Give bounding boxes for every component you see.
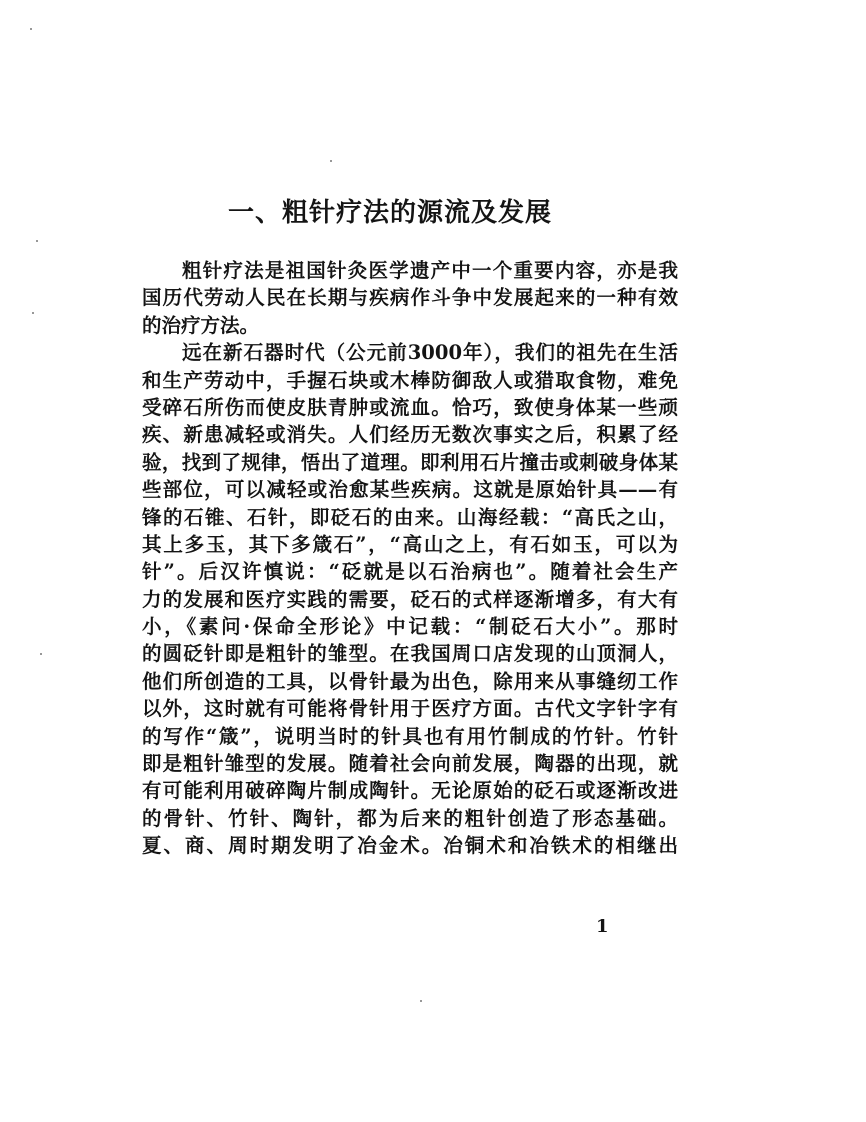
text-line: 夏、商、周时期发明了冶金术。冶铜术和冶铁术的相继出 — [142, 834, 678, 858]
text-line: 小，《素问·保命全形论》中记载：“制砭石大小”。那时 — [142, 615, 678, 639]
scan-speck — [36, 240, 38, 242]
text-line: 有可能利用破碎陶片制成陶针。无论原始的砭石或逐渐改进 — [142, 779, 678, 803]
text-line: 锋的石锥、石针，即砭石的由来。山海经载：“高氏之山， — [142, 505, 678, 529]
text-line: 验，找到了规律，悟出了道理。即利用石片撞击或刺破身体某 — [142, 450, 678, 474]
scan-speck — [32, 312, 34, 314]
text-line: 的骨针、竹针、陶针，都为后来的粗针创造了形态基础。 — [142, 806, 678, 830]
text-line: 的圆砭针即是粗针的雏型。在我国周口店发现的山顶洞人， — [142, 642, 678, 666]
text-line: 以外，这时就有可能将骨针用于医疗方面。古代文字针字有 — [142, 697, 678, 721]
page-number: 1 — [596, 916, 609, 937]
body-text — [142, 257, 678, 860]
text-line: 远在新石器时代（公元前3000年），我们的祖先在生活 — [182, 341, 678, 365]
text-line: 的写作“箴”，说明当时的针具也有用竹制成的竹针。竹针 — [142, 724, 678, 748]
scan-speck — [330, 160, 332, 162]
scan-speck — [420, 1000, 422, 1002]
text-line: 和生产劳动中，手握石块或木棒防御敌人或猎取食物，难免 — [142, 368, 678, 392]
text-line: 针”。后汉许慎说：“砭就是以石治病也”。随着社会生产 — [142, 560, 678, 584]
scan-speck — [30, 28, 32, 30]
text-line: 即是粗针雏型的发展。随着社会向前发展，陶器的出现，就 — [142, 752, 678, 776]
section-title: 一、粗针疗法的源流及发展 — [227, 198, 552, 228]
text-line: 些部位，可以减轻或治愈某些疾病。这就是原始针具——有 — [142, 478, 678, 502]
text-line: 疾、新患减轻或消失。人们经历无数次事实之后，积累了经 — [142, 423, 678, 447]
text-line: 受碎石所伤而使皮肤青肿或流血。恰巧，致使身体某一些顽 — [142, 395, 678, 419]
text-line: 粗针疗法是祖国针灸医学遗产中一个重要内容，亦是我 — [182, 259, 678, 282]
text-line: 他们所创造的工具，以骨针最为出色，除用来从事缝纫工作 — [142, 669, 678, 693]
text-line: 力的发展和医疗实践的需要，砭石的式样逐渐增多，有大有 — [142, 587, 678, 611]
text-line: 的治疗方法。 — [142, 313, 260, 337]
scan-speck — [40, 653, 42, 655]
text-line: 其上多玉，其下多箴石”，“高山之上，有石如玉，可以为 — [142, 532, 678, 556]
text-line: 国历代劳动人民在长期与疾病作斗争中发展起来的一种有效 — [142, 286, 678, 310]
